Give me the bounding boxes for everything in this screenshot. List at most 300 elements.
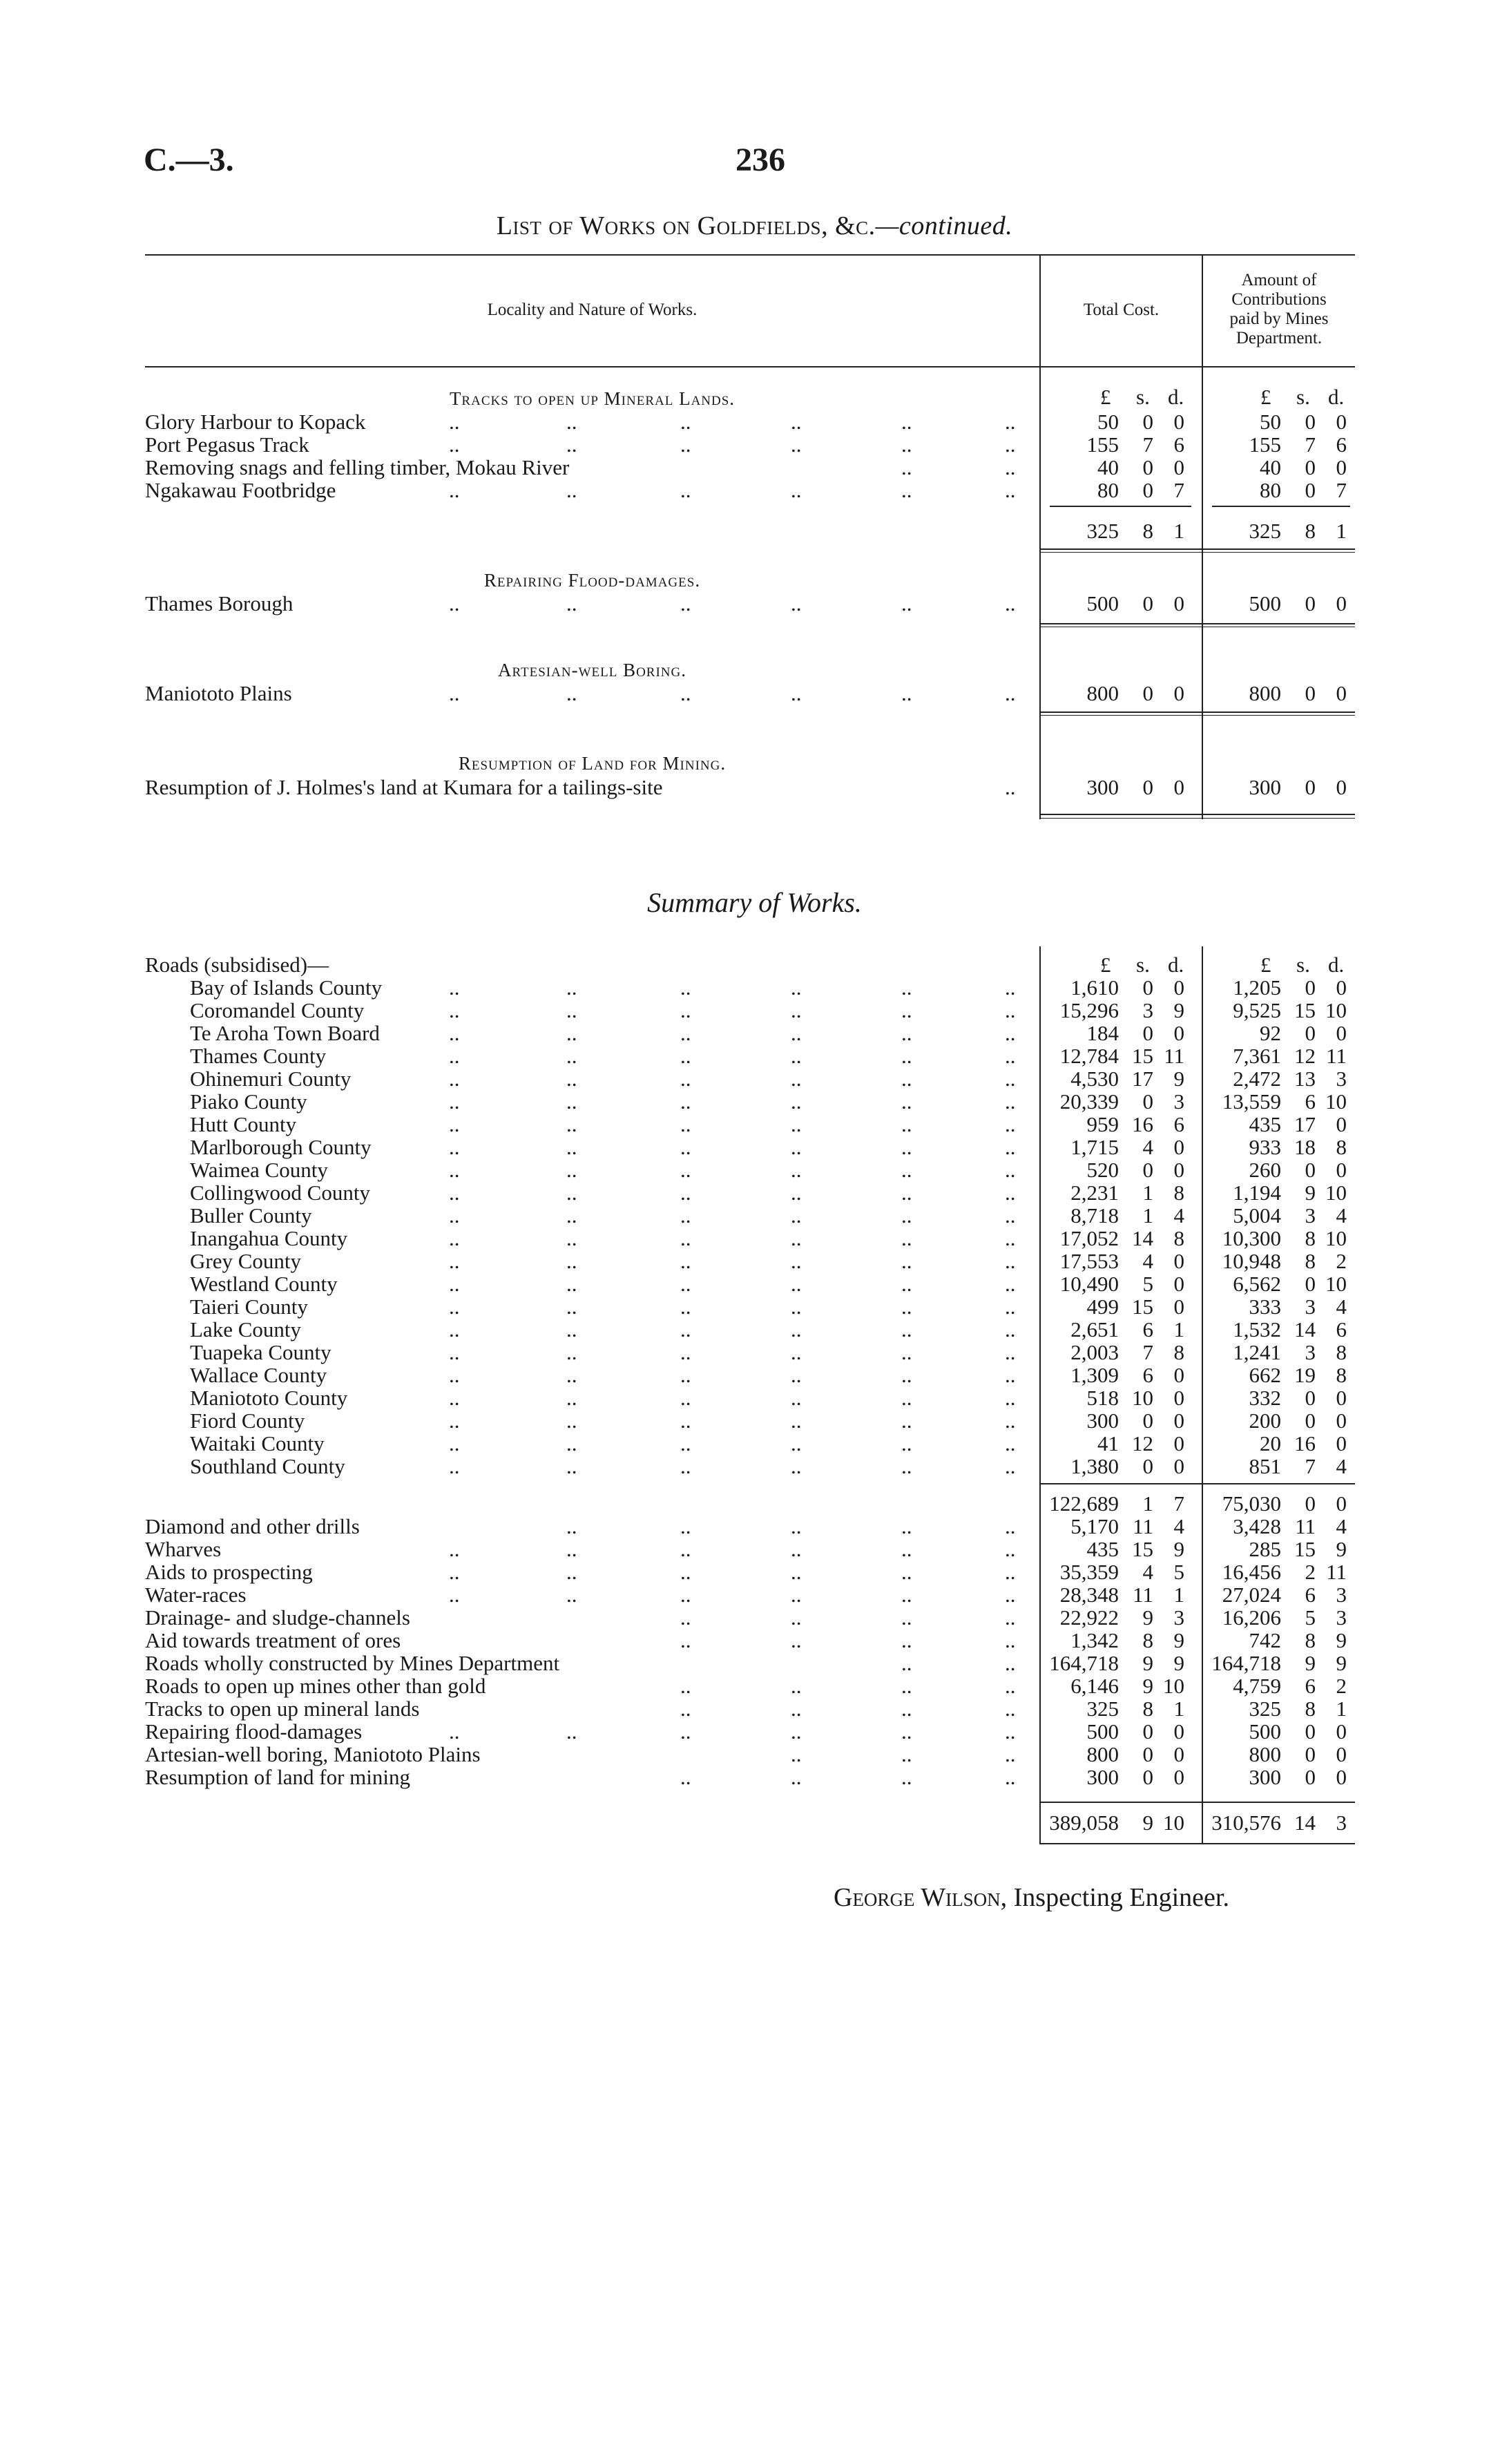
leader-dot: .. <box>1005 1249 1016 1273</box>
pence: 1 <box>1336 1697 1347 1721</box>
leader-dot: .. <box>1005 478 1016 502</box>
shillings: 15 <box>1132 1537 1153 1561</box>
pence: 4 <box>1336 1295 1347 1319</box>
contribution <box>1202 1515 1347 1538</box>
leader-dot: .. <box>449 681 460 705</box>
leader-dot: .. <box>566 1386 577 1410</box>
pence: 8 <box>1173 1340 1184 1364</box>
pence: 7 <box>1173 478 1184 502</box>
leader-dot: .. <box>901 998 912 1022</box>
shillings: 0 <box>1142 1719 1153 1744</box>
leader-dot: .. <box>449 1158 460 1182</box>
leader-dot: .. <box>680 478 691 502</box>
pence: 9 <box>1336 1537 1347 1561</box>
pounds: 17,553 <box>1059 1249 1119 1273</box>
roads-subtotal-contribution <box>1202 1492 1347 1515</box>
pence-symbol: d. <box>1168 953 1184 977</box>
contribution <box>1202 1136 1347 1158</box>
pence: 8 <box>1336 1363 1347 1387</box>
pence: 0 <box>1173 1158 1184 1182</box>
leader-dot: .. <box>680 1135 691 1159</box>
subtotal-rule-contrib <box>1212 506 1350 507</box>
row-label: Resumption of land for mining <box>145 1765 411 1789</box>
table-head-rule <box>145 366 1355 367</box>
pounds: 1,532 <box>1233 1317 1281 1341</box>
shillings: 4 <box>1142 1560 1153 1584</box>
leader-dot: .. <box>1005 1317 1016 1341</box>
leader-dot: .. <box>901 681 912 705</box>
shillings: 15 <box>1132 1044 1153 1068</box>
total-cost <box>1039 1044 1184 1067</box>
leader-dot: .. <box>1005 1272 1016 1296</box>
pence: 0 <box>1173 1454 1184 1478</box>
total-cost <box>1039 1090 1184 1113</box>
column-heading-contributions <box>1203 271 1355 348</box>
shillings: 0 <box>1305 455 1316 479</box>
shillings: 12 <box>1132 1431 1153 1455</box>
pence: 6 <box>1173 432 1184 457</box>
leader-dot: .. <box>566 1514 577 1538</box>
row-label: Westland County <box>190 1272 338 1296</box>
table-row <box>145 1720 1355 1743</box>
pounds-symbol: £ <box>1100 953 1111 977</box>
shillings: 0 <box>1142 1765 1153 1789</box>
pounds: 13,559 <box>1222 1089 1281 1114</box>
leader-dot: .. <box>449 1135 460 1159</box>
pounds: 800 <box>1086 681 1119 705</box>
pence: 0 <box>1336 975 1347 1000</box>
leader-dot: .. <box>791 1697 802 1721</box>
leader-dot: .. <box>791 681 802 705</box>
table-row <box>145 682 1355 705</box>
leader-dot: .. <box>680 1089 691 1114</box>
pence: 6 <box>1173 1112 1184 1136</box>
leader-dot: .. <box>680 1628 691 1652</box>
shillings: 0 <box>1142 591 1153 615</box>
pence: 0 <box>1336 681 1347 705</box>
pounds: 435 <box>1086 1537 1119 1561</box>
leader-dot: .. <box>566 1021 577 1045</box>
row-label: Resumption of J. Holmes's land at Kumara for a tailings-site <box>145 775 663 799</box>
table-row <box>145 1158 1355 1181</box>
signature-role: , Inspecting Engineer. <box>1000 1883 1229 1912</box>
leader-dot: .. <box>449 1408 460 1433</box>
leader-dot: .. <box>680 1560 691 1584</box>
pence: 3 <box>1336 1583 1347 1607</box>
leader-dot: .. <box>901 1583 912 1607</box>
shillings: 9 <box>1142 1651 1153 1675</box>
roads-subtotal-rule <box>1039 1483 1355 1484</box>
contribution <box>1202 1295 1347 1318</box>
shillings: 0 <box>1142 1089 1153 1114</box>
shillings: 1 <box>1142 1491 1153 1516</box>
leader-dot: .. <box>791 1363 802 1387</box>
leader-dot: .. <box>901 1340 912 1364</box>
pounds: 520 <box>1086 1158 1119 1182</box>
row-label: Removing snags and felling timber, Mokau River <box>145 455 570 479</box>
total-cost <box>1039 776 1184 799</box>
contribution <box>1202 1364 1347 1386</box>
leader-dot: .. <box>1005 1112 1016 1136</box>
table-row <box>145 1272 1355 1295</box>
shillings: 12 <box>1294 1044 1316 1068</box>
table-row <box>145 1295 1355 1318</box>
table-row <box>145 1560 1355 1583</box>
shillings: 0 <box>1305 1408 1316 1433</box>
leader-dot: .. <box>791 1181 802 1205</box>
leader-dot: .. <box>1005 1628 1016 1652</box>
pounds: 22,922 <box>1059 1605 1119 1630</box>
leader-dot: .. <box>449 1583 460 1607</box>
leader-dot: .. <box>901 1158 912 1182</box>
row-label: Piako County <box>190 1089 307 1114</box>
contribution <box>1202 1158 1347 1181</box>
pounds: 300 <box>1086 775 1119 799</box>
leader-dot: .. <box>566 1067 577 1091</box>
pence: 1 <box>1173 1583 1184 1607</box>
table-row <box>145 1606 1355 1629</box>
section-heading-artesian: Artesian-well Boring. <box>498 660 686 680</box>
leader-dot: .. <box>566 1340 577 1364</box>
leader-dot: .. <box>449 1112 460 1136</box>
section-rule <box>1039 623 1355 624</box>
page-title-main: List of Works on Goldfields, &c. <box>496 211 876 240</box>
leader-dot: .. <box>680 1583 691 1607</box>
table-row <box>145 1432 1355 1455</box>
pounds: 851 <box>1249 1454 1281 1478</box>
table-row <box>145 1113 1355 1136</box>
shillings: 0 <box>1142 1158 1153 1182</box>
pence: 1 <box>1173 519 1184 543</box>
pounds: 35,359 <box>1059 1560 1119 1584</box>
shillings: 0 <box>1305 591 1316 615</box>
leader-dot: .. <box>1005 591 1016 615</box>
pounds: 1,241 <box>1233 1340 1281 1364</box>
table-row <box>145 1743 1355 1766</box>
table-row <box>145 1204 1355 1227</box>
leader-dot: .. <box>1005 1537 1016 1561</box>
leader-dot: .. <box>1005 1742 1016 1766</box>
leader-dot: .. <box>901 1363 912 1387</box>
shillings: 0 <box>1305 975 1316 1000</box>
leader-dot: .. <box>680 1431 691 1455</box>
pence: 10 <box>1325 1181 1347 1205</box>
pounds: 2,651 <box>1070 1317 1119 1341</box>
pounds: 500 <box>1249 1719 1281 1744</box>
pounds: 325 <box>1249 1697 1281 1721</box>
leader-dot: .. <box>680 1765 691 1789</box>
section-rule <box>1039 548 1355 550</box>
leader-dot: .. <box>680 1719 691 1744</box>
contribution <box>1202 1409 1347 1432</box>
total-cost <box>1039 1364 1184 1386</box>
pounds: 1,205 <box>1233 975 1281 1000</box>
table-row <box>145 1697 1355 1720</box>
leader-dot: .. <box>1005 975 1016 1000</box>
pounds: 1,715 <box>1070 1135 1119 1159</box>
pounds: 662 <box>1249 1363 1281 1387</box>
contribution <box>1202 1022 1347 1044</box>
contribution <box>1202 1204 1347 1227</box>
row-label: Marlborough County <box>190 1135 372 1159</box>
shillings: 3 <box>1305 1340 1316 1364</box>
pence: 9 <box>1173 1067 1184 1091</box>
shillings: 18 <box>1294 1135 1316 1159</box>
contribution <box>1202 1720 1347 1743</box>
shillings: 1 <box>1142 1181 1153 1205</box>
leader-dot: .. <box>901 1135 912 1159</box>
leader-dot: .. <box>791 1514 802 1538</box>
contribution <box>1202 1560 1347 1583</box>
leader-dot: .. <box>1005 998 1016 1022</box>
pounds: 164,718 <box>1049 1651 1119 1675</box>
pence: 6 <box>1336 1317 1347 1341</box>
leader-dot: .. <box>449 1340 460 1364</box>
pence: 0 <box>1336 775 1347 799</box>
total-cost <box>1039 1674 1184 1697</box>
pounds: 2,472 <box>1233 1067 1281 1091</box>
leader-dot: .. <box>449 1431 460 1455</box>
total-cost <box>1039 1455 1184 1478</box>
contribution <box>1202 479 1347 502</box>
leader-dot: .. <box>566 1203 577 1228</box>
row-label: Taieri County <box>190 1295 308 1319</box>
pence: 0 <box>1336 1719 1347 1744</box>
pounds: 2,231 <box>1070 1181 1119 1205</box>
leader-dot: .. <box>791 1203 802 1228</box>
pence: 11 <box>1326 1044 1347 1068</box>
pounds: 800 <box>1086 1742 1119 1766</box>
pounds: 333 <box>1249 1295 1281 1319</box>
total-cost <box>1039 1743 1184 1766</box>
pounds: 9,525 <box>1233 998 1281 1022</box>
pence: 11 <box>1164 1044 1184 1068</box>
leader-dot: .. <box>449 1363 460 1387</box>
pounds: 5,170 <box>1070 1514 1119 1538</box>
pence: 0 <box>1173 455 1184 479</box>
leader-dot: .. <box>449 1454 460 1478</box>
leader-dot: .. <box>680 1454 691 1478</box>
leader-dot: .. <box>680 1067 691 1091</box>
leader-dot: .. <box>791 1408 802 1433</box>
total-cost <box>1039 1515 1184 1538</box>
pence: 3 <box>1336 1067 1347 1091</box>
pounds: 933 <box>1249 1135 1281 1159</box>
grand-total-row <box>145 1811 1355 1834</box>
total-cost <box>1039 1606 1184 1629</box>
shillings: 0 <box>1142 975 1153 1000</box>
report-code: C.—3. <box>144 142 234 178</box>
pounds: 12,784 <box>1059 1044 1119 1068</box>
shillings: 9 <box>1142 1811 1153 1835</box>
shillings: 8 <box>1142 1697 1153 1721</box>
signature <box>834 1882 1229 1913</box>
leader-dot: .. <box>901 1537 912 1561</box>
pounds: 4,759 <box>1233 1674 1281 1698</box>
subtotal-rule-total <box>1050 506 1191 507</box>
shillings: 9 <box>1305 1651 1316 1675</box>
shillings: 0 <box>1305 1021 1316 1045</box>
pounds: 155 <box>1086 432 1119 457</box>
leader-dot: .. <box>1005 1605 1016 1630</box>
page-number: 236 <box>736 142 785 178</box>
pence: 0 <box>1336 1021 1347 1045</box>
pounds-symbol: £ <box>1260 953 1271 977</box>
pence: 0 <box>1173 1021 1184 1045</box>
leader-dot: .. <box>901 1560 912 1584</box>
contribution <box>1202 1697 1347 1720</box>
leader-dot: .. <box>680 1605 691 1630</box>
table-row <box>145 999 1355 1022</box>
contribution <box>1202 1538 1347 1560</box>
pence-symbol: d. <box>1328 385 1345 409</box>
pence: 7 <box>1336 478 1347 502</box>
shillings: 9 <box>1142 1674 1153 1698</box>
roads-heading-row <box>145 953 1355 976</box>
contribution <box>1202 1113 1347 1136</box>
pence: 9 <box>1173 1651 1184 1675</box>
pounds: 3,428 <box>1233 1514 1281 1538</box>
shillings: 0 <box>1305 1386 1316 1410</box>
page-title-continued: —continued. <box>875 211 1013 240</box>
shillings: 0 <box>1305 1491 1316 1516</box>
leader-dot: .. <box>901 1742 912 1766</box>
total-cost <box>1039 1204 1184 1227</box>
pounds: 122,689 <box>1049 1491 1119 1516</box>
pence: 4 <box>1173 1514 1184 1538</box>
row-label: Southland County <box>190 1454 345 1478</box>
pounds: 41 <box>1097 1431 1119 1455</box>
pounds-symbol: £ <box>1100 385 1111 409</box>
pounds: 332 <box>1249 1386 1281 1410</box>
total-cost <box>1039 1652 1184 1674</box>
contribution <box>1202 1181 1347 1204</box>
pounds: 500 <box>1249 591 1281 615</box>
shillings: 15 <box>1132 1295 1153 1319</box>
pounds: 500 <box>1086 591 1119 615</box>
pence: 0 <box>1173 1765 1184 1789</box>
leader-dot: .. <box>680 681 691 705</box>
leader-dot: .. <box>680 1226 691 1250</box>
pence: 0 <box>1336 1408 1347 1433</box>
pence-symbol: d. <box>1328 953 1345 977</box>
leader-dot: .. <box>680 1181 691 1205</box>
pence: 7 <box>1173 1491 1184 1516</box>
shillings: 17 <box>1132 1067 1153 1091</box>
total-cost <box>1039 1227 1184 1250</box>
pence: 0 <box>1173 1408 1184 1433</box>
shillings: 8 <box>1305 1697 1316 1721</box>
shillings: 3 <box>1142 998 1153 1022</box>
pence: 3 <box>1336 1605 1347 1630</box>
shillings: 14 <box>1132 1226 1153 1250</box>
leader-dot: .. <box>1005 1431 1016 1455</box>
leader-dot: .. <box>449 1537 460 1561</box>
leader-dot: .. <box>1005 681 1016 705</box>
pence: 9 <box>1336 1651 1347 1675</box>
pence: 11 <box>1326 1560 1347 1584</box>
shillings: 15 <box>1294 1537 1316 1561</box>
table-bottom-rule <box>1039 818 1355 819</box>
pounds: 10,490 <box>1059 1272 1119 1296</box>
contribution <box>1202 1386 1347 1409</box>
leader-dot: .. <box>791 591 802 615</box>
row-label: Artesian-well boring, Maniototo Plains <box>145 1742 481 1766</box>
shillings: 6 <box>1142 1363 1153 1387</box>
leader-dot: .. <box>566 1454 577 1478</box>
page-title <box>0 211 1509 241</box>
pence: 0 <box>1173 1272 1184 1296</box>
leader-dot: .. <box>901 1089 912 1114</box>
row-label: Glory Harbour to Kopack <box>145 410 366 434</box>
leader-dot: .. <box>449 1386 460 1410</box>
total-cost <box>1039 1158 1184 1181</box>
leader-dot: .. <box>1005 1135 1016 1159</box>
total-cost <box>1039 1181 1184 1204</box>
shillings-symbol: s. <box>1136 385 1150 409</box>
row-label: Ngakawau Footbridge <box>145 478 336 502</box>
table-row <box>145 1409 1355 1432</box>
row-label: Collingwood County <box>190 1181 370 1205</box>
shillings: 19 <box>1294 1363 1316 1387</box>
section-heading-flood: Repairing Flood-damages. <box>483 570 701 591</box>
leader-dot: .. <box>566 1135 577 1159</box>
pounds: 325 <box>1086 519 1119 543</box>
pence: 10 <box>1163 1674 1184 1698</box>
leader-dot: .. <box>791 1135 802 1159</box>
pence: 0 <box>1173 975 1184 1000</box>
pounds: 15,296 <box>1059 998 1119 1022</box>
contribution <box>1202 1272 1347 1295</box>
leader-dot: .. <box>791 478 802 502</box>
contribution <box>1202 1341 1347 1364</box>
shillings: 4 <box>1142 1135 1153 1159</box>
leader-dot: .. <box>566 1272 577 1296</box>
total-cost <box>1039 1432 1184 1455</box>
pounds: 50 <box>1260 410 1281 434</box>
section-rule <box>1039 715 1355 716</box>
pounds: 1,342 <box>1070 1628 1119 1652</box>
pounds: 20 <box>1260 1431 1281 1455</box>
pence: 9 <box>1173 1628 1184 1652</box>
section-rule <box>1039 552 1355 553</box>
pence: 0 <box>1336 1742 1347 1766</box>
total-cost <box>1039 1250 1184 1272</box>
leader-dot: .. <box>791 432 802 457</box>
shillings: 0 <box>1142 478 1153 502</box>
pounds: 40 <box>1097 455 1119 479</box>
leader-dot: .. <box>791 1674 802 1698</box>
leader-dot: .. <box>901 1651 912 1675</box>
leader-dot: .. <box>791 1067 802 1091</box>
leader-dot: .. <box>901 478 912 502</box>
pounds: 20,339 <box>1059 1089 1119 1114</box>
table-row <box>145 592 1355 615</box>
subtotal-contribution <box>1202 519 1347 542</box>
grand-total-cost <box>1039 1811 1184 1834</box>
table-row <box>145 1067 1355 1090</box>
leader-dot: .. <box>449 1719 460 1744</box>
pounds: 200 <box>1249 1408 1281 1433</box>
contrib-heading-line: Amount of <box>1241 271 1317 289</box>
subtotal-total-cost <box>1039 519 1184 542</box>
total-cost <box>1039 1136 1184 1158</box>
leader-dot: .. <box>449 1181 460 1205</box>
row-label: Diamond and other drills <box>145 1514 360 1538</box>
pounds: 1,309 <box>1070 1363 1119 1387</box>
leader-dot: .. <box>791 1560 802 1584</box>
leader-dot: .. <box>680 1697 691 1721</box>
